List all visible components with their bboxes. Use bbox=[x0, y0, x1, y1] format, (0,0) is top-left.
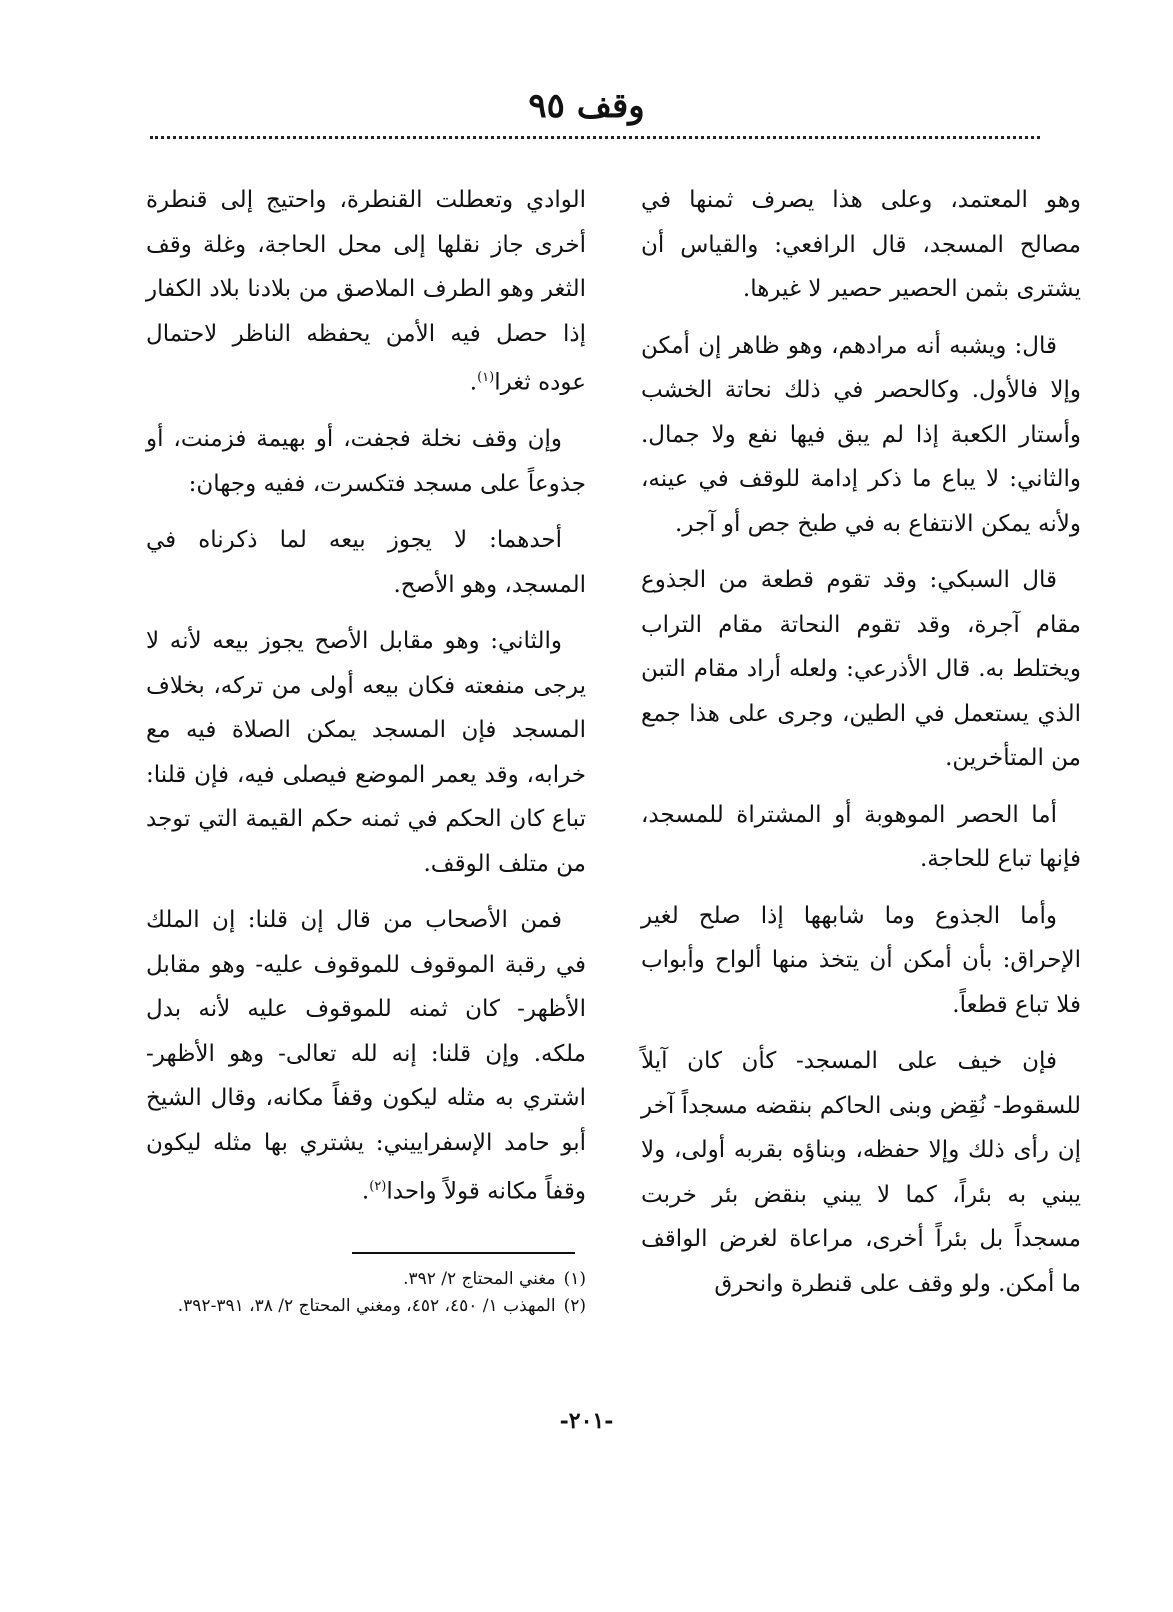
footnote-separator bbox=[352, 1252, 575, 1254]
page-number: -٢٠١- bbox=[559, 1408, 614, 1434]
period: . bbox=[361, 1178, 370, 1205]
paragraph: أحدهما: لا يجوز بيعه لما ذكرناه في المسجد، وهو الأصح. bbox=[146, 527, 586, 598]
footnote bbox=[146, 1266, 586, 1293]
paragraph bbox=[146, 178, 586, 405]
footnote-text: مغني المحتاج ٢/ ٣٩٢. bbox=[403, 1269, 556, 1289]
footnote-number: (١) bbox=[563, 1269, 586, 1289]
footnote bbox=[146, 1293, 586, 1320]
paragraph-text: الوادي وتعطلت القنطرة، واحتيج إلى قنطرة أخرى جاز نقلها إلى محل الحاجة، وغلة وقف الثغر وهو الطرف الملاصق من بلادنا بلاد الكفار إذا حصل فيه الأمن يحفظه الناظر لاحتمال عوده ثغرا bbox=[146, 187, 586, 396]
paragraph: فإن خيف على المسجد- كأن كان آيلاً للسقوط- نُقِض وبنى الحاكم بنقضه مسجداً آخر إن رأى ذلك وإلا حفظه، وبناؤه بقربه أولى، ولا يبني به بئراً، كما لا يبني بنقض بئر خربت مسجداً بل بئراً أخرى، مراعاة لغرض الواقف ما أمكن. ولو وقف على قنطرة وانحرق bbox=[641, 1048, 1081, 1297]
page-header-title: وقف ٩٥ bbox=[528, 86, 645, 126]
footnote-number: (٢) bbox=[563, 1296, 586, 1316]
paragraph: والثاني: وهو مقابل الأصح يجوز بيعه لأنه لا يرجى منفعته فكان بيعه أولى من تركه، بخلاف المسجد فإن المسجد يمكن الصلاة فيه مع خرابه، وقد يعمر الموضع فيصلى فيه، فإن قلنا: تباع كان الحكم في ثمنه حكم القيمة التي توجد من متلف الوقف. bbox=[146, 628, 586, 877]
period: . bbox=[469, 369, 478, 396]
footnote-ref-1: (١) bbox=[477, 370, 495, 385]
right-column bbox=[641, 178, 1081, 1318]
footnote-ref-2: (٢) bbox=[369, 1179, 387, 1195]
paragraph: وأما الجذوع وما شابهها إذا صلح لغير الإحراق: بأن أمكن أن يتخذ منها ألواح وأبواب فلا تباع قطعاً. bbox=[641, 902, 1081, 1018]
paragraph: قال: ويشبه أنه مرادهم، وهو ظاهر إن أمكن وإلا فالأول. وكالحصر في ذلك نحاتة الخشب وأستار الكعبة إذا لم يبق فيها نفع ولا جمال. والثاني: لا يباع ما ذكر إدامة للوقف في عينه، ولأنه يمكن الانتفاع به في طبخ جص أو آجر. bbox=[641, 332, 1081, 537]
paragraph: أما الحصر الموهوبة أو المشتراة للمسجد، فإنها تباع للحاجة. bbox=[641, 801, 1081, 872]
footnotes bbox=[146, 1266, 586, 1320]
paragraph: وهو المعتمد، وعلى هذا يصرف ثمنها في مصالح المسجد، قال الرافعي: والقياس أن يشترى بثمن الحصير حصير لا غيرها. bbox=[641, 187, 1081, 302]
header-dotted-rule bbox=[150, 136, 1040, 139]
paragraph-text: فمن الأصحاب من قال إن قلنا: إن الملك في رقبة الموقوف للموقوف عليه- وهو مقابل الأظهر- كان ثمنه للموقوف عليه لأنه بدل ملكه. وإن قلنا: إنه لله تعالى- وهو الأظهر- اشتري به مثله ليكون وقفاً مكانه، وقال الشيخ أبو حامد الإسفراييني: يشتري بها مثله ليكون وقفاً مكانه قولاً واحدا bbox=[146, 907, 586, 1205]
paragraph: قال السبكي: وقد تقوم قطعة من الجذوع مقام آجرة، وقد تقوم النحاتة مقام التراب ويختلط به. قال الأذرعي: ولعله أراد مقام التبن الذي يستعمل في الطين، وجرى على هذا جمع من المتأخرين. bbox=[641, 567, 1081, 771]
footnote-text: المهذب ١/ ٤٥٠، ٤٥٢، ومغني المحتاج ٢/ ٣٨، ٣٩١-٣٩٢. bbox=[177, 1296, 556, 1316]
left-column bbox=[146, 178, 586, 1226]
paragraph bbox=[146, 898, 586, 1214]
paragraph: وإن وقف نخلة فجفت، أو بهيمة فزمنت، أو جذوعاً على مسجد فتكسرت، ففيه وجهان: bbox=[146, 426, 586, 497]
